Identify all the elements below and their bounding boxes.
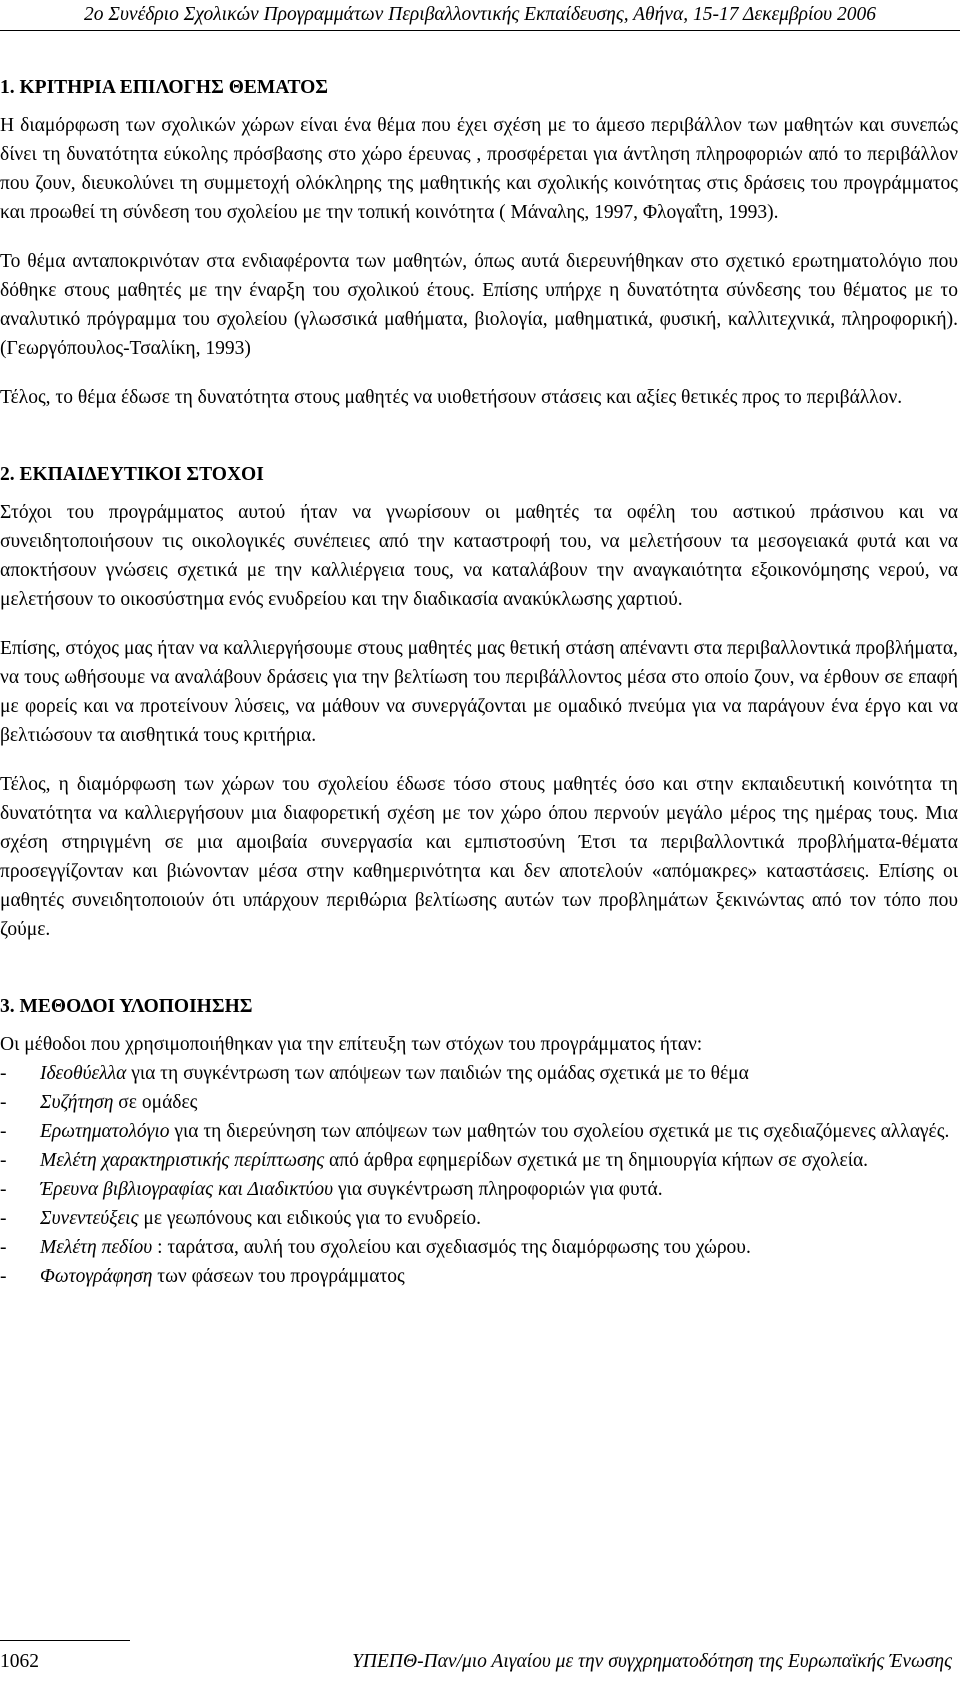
method-description: : ταράτσα, αυλή του σχολείου και σχεδιασμός της διαμόρφωσης του χώρου. [152, 1237, 751, 1258]
list-bullet: - [0, 1266, 7, 1287]
method-term: Ερωτηματολόγιο [40, 1121, 170, 1142]
list-item [0, 1262, 958, 1291]
method-description: για τη συγκέντρωση των απόψεων των παιδιών της ομάδας σχετικά με το θέμα [126, 1063, 749, 1084]
paragraph: Το θέμα ανταποκρινόταν στα ενδιαφέροντα των μαθητών, όπως αυτά διερευνήθηκαν στο σχετικό ερωτηματολόγιο που δόθηκε στους μαθητές με την έναρξη του σχολικού έτους. Επίσης υπήρχε η δυνατότητα σύνδεσης του θέματος με το αναλυτικό πρόγραμμα του σχολείου (γλωσσικά μαθήματα, βιολογία, μαθηματικά, φυσική, καλλιτεχνικά, πληροφορική). (Γεωργόπουλος-Τσαλίκη, 1993) [0, 251, 958, 359]
list-bullet: - [0, 1092, 7, 1113]
list-item [0, 1175, 958, 1204]
list-bullet: - [0, 1179, 7, 1200]
method-term: Μελέτη πεδίου [40, 1237, 153, 1258]
paragraph: Τέλος, το θέμα έδωσε τη δυνατότητα στους μαθητές να υιοθετήσουν στάσεις και αξίες θετικές προς το περιβάλλον. [0, 387, 903, 408]
running-header: 2ο Συνέδριο Σχολικών Προγραμμάτων Περιβαλλοντικής Εκπαίδευσης, Αθήνα, 15-17 Δεκεμβρίου 2006 [84, 4, 876, 25]
list-bullet: - [0, 1063, 7, 1084]
section-gap [0, 432, 958, 460]
paragraph: Στόχοι του προγράμματος αυτού ήταν να γνωρίσουν οι μαθητές τα οφέλη του αστικού πράσινου και να συνειδητοποιήσουν τις οικολογικές συνέπειες από την καταστροφή του, να μελετήσουν τα μεσογειακά φυτά και να αποκτήσουν γνώσεις σχετικά με την καλλιέργεια τους, να καταλάβουν την αναγκαιότητα εξοικονόμησης νερού, να μελετήσουν το οικοσύστημα ενός ενυδρείου και την διαδικασία ανακύκλωσης χαρτιού. [0, 502, 958, 610]
section-title-goals: 2. ΕΚΠΑΙΔΕΥΤΙΚΟΙ ΣΤΟΧΟΙ [0, 464, 264, 485]
list-item [0, 1204, 958, 1233]
method-description: από άρθρα εφημερίδων σχετικά με τη δημιουργία κήπων σε σχολεία. [324, 1150, 869, 1171]
header-divider [0, 30, 960, 31]
list-item [0, 1059, 958, 1088]
list-item [0, 1146, 958, 1175]
method-term: Συνεντεύξεις [40, 1208, 139, 1229]
method-term: Ιδεοθύελλα [40, 1063, 127, 1084]
paragraph: Επίσης, στόχος μας ήταν να καλλιεργήσουμε στους μαθητές μας θετική στάση απέναντι στα περιβαλλοντικά προβλήματα, να τους ωθήσουμε να αναλάβουν δράσεις για την βελτίωση του περιβάλλοντος μέσα στο οποίο ζουν, να έρθουν σε επαφή με φορείς και να προτείνουν λύσεις, να μάθουν να συνεργάζονται με ομαδικό πνεύμα για να παράγουν ένα έργο και να βελτιώσουν τα αισθητικά τους κριτήρια. [0, 638, 958, 746]
method-description: για συγκέντρωση πληροφοριών για φυτά. [333, 1179, 663, 1200]
method-description: των φάσεων του προγράμματος [152, 1266, 405, 1287]
document-body [0, 73, 958, 1291]
list-bullet: - [0, 1150, 7, 1171]
paragraph: Η διαμόρφωση των σχολικών χώρων είναι ένα θέμα που έχει σχέση με το άμεσο περιβάλλον των μαθητών και συνεπώς δίνει τη δυνατότητα εύκολης πρόσβασης στο χώρο έρευνας , προσφέρεται για άντληση πληροφοριών από το περιβάλλον που ζουν, διευκολύνει τη συμμετοχή ολόκληρης της μαθητικής και σχολικής κοινότητας στις δράσεις του προγράμματος και προωθεί τη σύνδεση του σχολείου με την τοπική κοινότητα ( Μάναλης, 1997, Φλογαΐτη, 1993). [0, 115, 958, 223]
methods-intro: Οι μέθοδοι που χρησιμοποιήθηκαν για την επίτευξη των στόχων του προγράμματος ήταν: [0, 1034, 703, 1055]
method-term: Έρευνα βιβλιογραφίας και Διαδικτύου [40, 1179, 334, 1200]
funding-note: ΥΠΕΠΘ-Παν/μιο Αιγαίου με την συγχρηματοδότηση της Ευρωπαϊκής Ένωσης [352, 1651, 952, 1672]
method-description: με γεωπόνους και ειδικούς για το ενυδρείο. [138, 1208, 481, 1229]
method-term: Συζήτηση [40, 1092, 114, 1113]
section-title-methods: 3. ΜΕΘΟΔΟΙ ΥΛΟΠΟΙΗΣΗΣ [0, 996, 253, 1017]
methods-list [0, 1059, 958, 1291]
footer-divider [0, 1640, 130, 1641]
method-term: Φωτογράφηση [40, 1266, 153, 1287]
list-item [0, 1233, 958, 1262]
method-term: Μελέτη χαρακτηριστικής περίπτωσης [40, 1150, 325, 1171]
list-bullet: - [0, 1237, 7, 1258]
method-description: για τη διερεύνηση των απόψεων των μαθητών του σχολείου σχετικά με τις σχεδιαζόμενες αλλαγές. [169, 1121, 950, 1142]
page-number: 1062 [0, 1651, 39, 1672]
list-bullet: - [0, 1208, 7, 1229]
list-item [0, 1088, 958, 1117]
section-gap [0, 964, 958, 992]
list-bullet: - [0, 1121, 7, 1142]
list-item [0, 1117, 958, 1146]
section-title-criteria: 1. ΚΡΙΤΗΡΙΑ ΕΠΙΛΟΓΗΣ ΘΕΜΑΤΟΣ [0, 77, 329, 98]
method-description: σε ομάδες [113, 1092, 198, 1113]
paragraph: Τέλος, η διαμόρφωση των χώρων του σχολείου έδωσε τόσο στους μαθητές όσο και στην εκπαιδευτική κοινότητα τη δυνατότητα να καλλιεργήσουν μια διαφορετική σχέση με τον χώρο όπου περνούν μεγάλο μέρος της ημέρας τους. Μια σχέση στηριγμένη σε μια αμοιβαία συνεργασία και εμπιστοσύνη Έτσι τα περιβαλλοντικά προβλήματα-θέματα προσεγγίζονταν και βιώνονταν μέσα στην καθημερινότητα και δεν αποτελούν «απόμακρες» καταστάσεις. Επίσης οι μαθητές συνειδητοποιούν ότι υπάρχουν περιθώρια βελτίωσης αυτών των προβλημάτων ξεκινώντας από τον τόπο που ζούμε. [0, 774, 958, 940]
